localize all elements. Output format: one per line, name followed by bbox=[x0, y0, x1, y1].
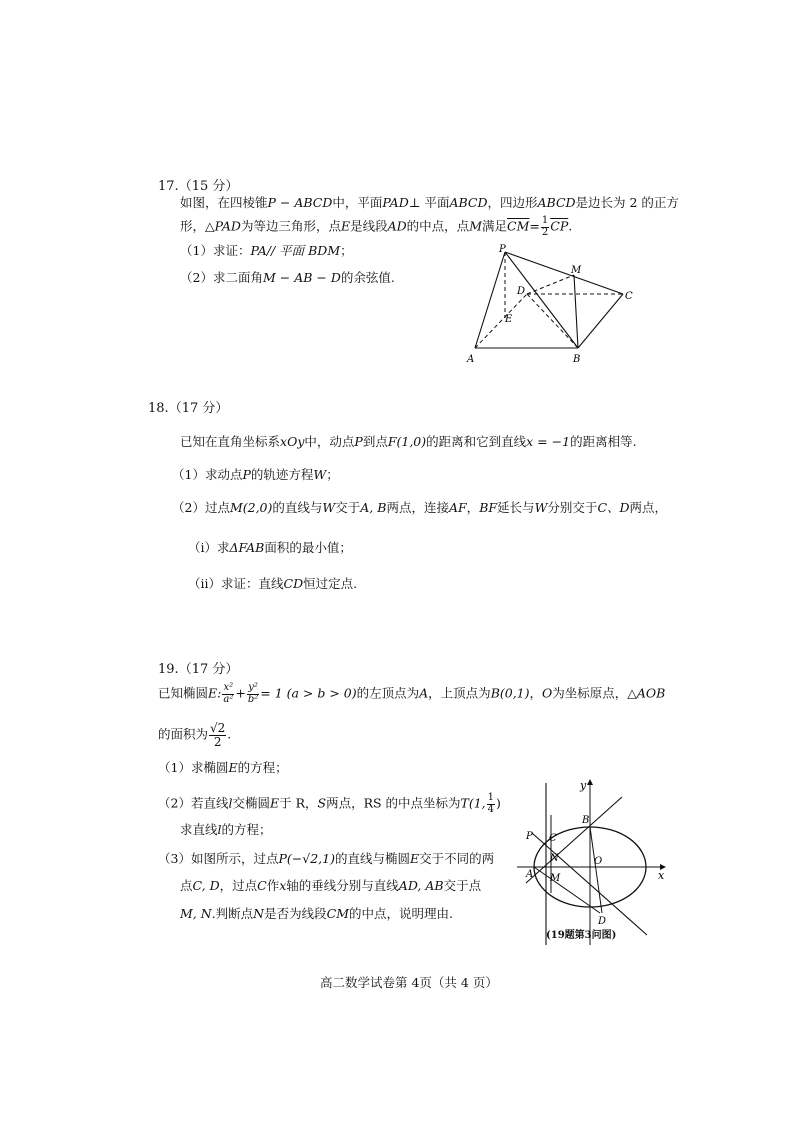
label-m: M bbox=[571, 265, 582, 276]
q18-math: xOy bbox=[280, 434, 305, 449]
q18-part1 bbox=[172, 469, 339, 482]
q18-text: 的距离相等. bbox=[570, 434, 637, 449]
q19-math: T(1, bbox=[460, 795, 486, 811]
q19-text: ， bbox=[529, 685, 543, 701]
q18-text: 两点， bbox=[629, 500, 668, 515]
q18-text: 分别交于 bbox=[547, 500, 598, 515]
q18-part2 bbox=[172, 502, 667, 515]
q19-area-den: 2 bbox=[213, 734, 222, 749]
q18-math: x = −1 bbox=[526, 434, 571, 449]
q19-part2-label: （2）若直线 bbox=[158, 795, 229, 811]
edge-bm bbox=[574, 275, 578, 348]
q17-text: ⊥ 平面 bbox=[408, 195, 450, 210]
q17-math: ABCD bbox=[537, 195, 576, 210]
q19-text: 两点，RS 的中点坐标为 bbox=[326, 795, 461, 811]
q18-math: W bbox=[322, 500, 336, 515]
q17-text: 为等边三角形，点 bbox=[240, 218, 341, 234]
q19-text: 轴的垂线分别与直线 bbox=[286, 878, 399, 893]
q18-math: F(1,0) bbox=[387, 434, 427, 449]
label-y: y bbox=[580, 779, 587, 792]
q19-t-fraction bbox=[487, 793, 495, 815]
q18-text: 到点 bbox=[362, 434, 388, 449]
q18-text: 已知在直角坐标系 bbox=[180, 434, 281, 449]
q19-figure-caption: (19题第3问图) bbox=[546, 930, 617, 941]
q19-text: ) bbox=[496, 795, 501, 811]
q18-math: P bbox=[242, 467, 251, 482]
q18-text: 恒过定点. bbox=[303, 576, 358, 591]
q18-text: 延长与 bbox=[497, 500, 535, 515]
label-a: A bbox=[526, 869, 534, 880]
label-b: B bbox=[573, 354, 581, 365]
q18-sub2-label: （ⅱ）求证：直线 bbox=[188, 576, 284, 591]
q19-text: 为坐标原点， bbox=[552, 685, 628, 701]
q19-text: 的直线与椭圆 bbox=[334, 851, 410, 866]
q19-area-fraction bbox=[209, 722, 226, 748]
q19-math: E: bbox=[208, 685, 222, 701]
q18-math: C、D bbox=[597, 500, 630, 515]
q19-math: AD, AB bbox=[398, 878, 444, 893]
label-d: D bbox=[517, 286, 526, 297]
q19-math: = 1 (a > b > 0) bbox=[260, 685, 357, 701]
q17-vector-cm: $\overline{CM}$ bbox=[507, 218, 530, 234]
q19-text: + bbox=[235, 685, 246, 701]
q19-math: C, D bbox=[192, 878, 220, 893]
q19-part3 bbox=[158, 853, 494, 866]
line-bd bbox=[590, 827, 602, 913]
q17-math: PAD bbox=[382, 195, 409, 210]
q19-math: C bbox=[257, 878, 267, 893]
q17-math: M bbox=[469, 218, 482, 234]
q19-text: 交于不同的两 bbox=[419, 851, 495, 866]
q19-ellipse-figure bbox=[512, 775, 672, 950]
q19-area-num: √2 bbox=[210, 721, 226, 735]
q19-frac-y bbox=[247, 683, 259, 705]
q18-part1-label: （1）求动点 bbox=[172, 467, 243, 482]
label-c: C bbox=[549, 833, 557, 844]
q19-number: 19. bbox=[158, 662, 179, 677]
q18-math: W bbox=[313, 467, 327, 482]
y-axis-arrow bbox=[587, 779, 593, 785]
q19-text: 的方程； bbox=[237, 760, 288, 775]
q19-text: 交椭圆 bbox=[232, 795, 270, 811]
q19-frac-y-num: y² bbox=[248, 682, 258, 693]
q18-text: 两点，连接 bbox=[386, 500, 449, 515]
q18-math: P bbox=[354, 434, 363, 449]
label-m: M bbox=[550, 873, 561, 884]
q18-math: AF bbox=[448, 500, 467, 515]
label-p: P bbox=[499, 244, 506, 255]
q18-sub1 bbox=[188, 542, 352, 555]
q17-pyramid-figure bbox=[455, 240, 645, 370]
q17-part2-label: （2）求二面角 bbox=[180, 270, 263, 285]
q17-part2 bbox=[180, 272, 395, 285]
q17-header bbox=[158, 180, 238, 193]
q17-math: AD bbox=[387, 218, 407, 234]
q19-t-num: 1 bbox=[487, 792, 495, 803]
q19-math: E bbox=[409, 851, 420, 866]
label-n: N bbox=[550, 853, 559, 864]
label-d: D bbox=[598, 916, 607, 927]
q17-math: △PAD bbox=[205, 218, 241, 234]
q19-part3-line3 bbox=[180, 908, 453, 921]
q17-text: 的余弦值. bbox=[340, 270, 395, 285]
label-a: A bbox=[467, 354, 475, 365]
q19-part1-label: （1）求椭圆 bbox=[158, 760, 229, 775]
q17-part2-math: M − AB − D bbox=[262, 270, 341, 285]
q18-text: ， bbox=[466, 500, 480, 515]
q17-text: 是边长为 2 的正方 bbox=[575, 195, 679, 210]
q19-text: 点 bbox=[180, 878, 193, 893]
q17-fraction bbox=[541, 216, 549, 238]
q18-text: ； bbox=[326, 467, 339, 482]
q19-part3-line2 bbox=[180, 880, 481, 893]
q19-frac-x-den: a² bbox=[223, 693, 234, 705]
q17-text: 满足 bbox=[482, 218, 508, 234]
q18-math: ΔFAB bbox=[229, 540, 265, 555]
q19-part2 bbox=[158, 793, 501, 815]
q19-t-den: 4 bbox=[487, 803, 495, 815]
q18-math: M(2,0) bbox=[229, 500, 273, 515]
q17-text: 的中点，点 bbox=[406, 218, 470, 234]
page-footer: 高二数学试卷第 4页（共 4 页） bbox=[320, 975, 498, 990]
q19-math: S bbox=[317, 795, 327, 811]
q17-math: ABCD bbox=[449, 195, 488, 210]
q19-part1 bbox=[158, 762, 288, 775]
q17-text: 中，平面 bbox=[332, 195, 383, 210]
q18-text: 的距离和它到直线 bbox=[426, 434, 527, 449]
q17-part1 bbox=[180, 245, 353, 258]
q18-sub1-label: （ⅰ）求 bbox=[188, 540, 230, 555]
q19-text: 已知椭圆 bbox=[158, 685, 209, 701]
edge-pa bbox=[475, 252, 505, 348]
q19-math: O bbox=[542, 685, 553, 701]
q17-text: = bbox=[529, 218, 540, 234]
q17-text: . bbox=[568, 218, 573, 234]
q18-math: A, B bbox=[360, 500, 387, 515]
q18-points: （17 分） bbox=[168, 401, 229, 416]
q17-text: 如图，在四棱锥 bbox=[180, 195, 268, 210]
q19-text: 的面积为 bbox=[158, 726, 209, 742]
label-x: x bbox=[658, 869, 665, 882]
q19-math: △AOB bbox=[627, 685, 666, 701]
q18-math: BF bbox=[479, 500, 498, 515]
q17-number: 17. bbox=[158, 179, 179, 194]
label-o: O bbox=[594, 856, 603, 867]
q17-math: P − ABCD bbox=[267, 195, 333, 210]
q17-frac-num: 1 bbox=[541, 215, 549, 226]
q18-text: 面积的最小值； bbox=[264, 540, 352, 555]
q19-math: M, N bbox=[180, 906, 212, 921]
q19-text: ，上顶点为 bbox=[428, 685, 491, 701]
q19-text: 的中点，说明理由. bbox=[349, 906, 453, 921]
label-p: P bbox=[526, 831, 533, 842]
q17-part1-label: （1）求证： bbox=[180, 243, 251, 258]
q19-math: CM bbox=[326, 906, 349, 921]
q19-part2-line2 bbox=[180, 824, 272, 837]
q19-text: .判断点 bbox=[211, 906, 254, 921]
edge-bc bbox=[578, 294, 623, 348]
edge-dm-hidden bbox=[527, 275, 574, 294]
q18-text: 的直线与 bbox=[272, 500, 323, 515]
q18-math: W bbox=[534, 500, 548, 515]
edge-db-hidden bbox=[527, 294, 578, 348]
q19-text: 交于点 bbox=[443, 878, 482, 893]
q19-text: ，过点 bbox=[219, 878, 258, 893]
q18-number: 18. bbox=[148, 401, 169, 416]
label-c: C bbox=[625, 291, 633, 302]
q19-math: B(0,1) bbox=[490, 685, 530, 701]
q18-text: 交于 bbox=[335, 500, 361, 515]
q17-points: （15 分） bbox=[178, 179, 239, 194]
q17-text: 是线段 bbox=[350, 218, 388, 234]
q18-intro bbox=[180, 436, 637, 449]
q17-vector-cp: $\overline{CP}$ bbox=[550, 218, 569, 234]
q18-math: CD bbox=[283, 576, 304, 591]
q19-math: E bbox=[269, 795, 280, 811]
q17-text: 形， bbox=[180, 218, 206, 234]
q19-text: 于 R， bbox=[279, 795, 318, 811]
q19-text: 求直线 bbox=[180, 822, 218, 837]
q17-line1 bbox=[180, 197, 679, 210]
q17-part1-math: PA// 平面 BDM bbox=[250, 243, 341, 258]
q17-math: E bbox=[340, 218, 351, 234]
label-e: E bbox=[505, 314, 513, 325]
q17-frac-den: 2 bbox=[541, 226, 549, 238]
q19-math: E bbox=[228, 760, 238, 775]
q19-math: x bbox=[279, 878, 287, 893]
q19-text: 的左顶点为 bbox=[356, 685, 420, 701]
q19-intro bbox=[158, 683, 665, 705]
q19-header bbox=[158, 663, 238, 676]
q19-math: N bbox=[253, 906, 265, 921]
q19-text: 是否为线段 bbox=[264, 906, 327, 921]
q17-line2 bbox=[180, 216, 572, 238]
q19-frac-x bbox=[222, 683, 234, 705]
q18-sub2 bbox=[188, 578, 357, 591]
label-b: B bbox=[582, 815, 590, 826]
q19-text: . bbox=[227, 726, 232, 742]
q19-math: l bbox=[228, 795, 233, 811]
q19-frac-x-num: x² bbox=[223, 682, 234, 693]
q18-text: 的轨迹方程 bbox=[250, 467, 314, 482]
q19-points: （17 分） bbox=[178, 662, 239, 677]
q19-math: A bbox=[419, 685, 429, 701]
q17-text: ，四边形 bbox=[487, 195, 538, 210]
q19-part3-label: （3）如图所示，过点 bbox=[158, 851, 279, 866]
q19-frac-y-den: b² bbox=[247, 693, 259, 705]
edge-ad-hidden bbox=[475, 294, 527, 348]
q18-header bbox=[148, 402, 228, 415]
q19-math: l bbox=[217, 822, 222, 837]
q17-text: ； bbox=[340, 243, 353, 258]
q19-line2 bbox=[158, 722, 231, 748]
q19-text: 的方程； bbox=[221, 822, 272, 837]
edge-pb bbox=[505, 252, 578, 348]
q19-math: P(−√2,1) bbox=[278, 851, 335, 866]
q19-text: 作 bbox=[266, 878, 280, 893]
q18-part2-label: （2）过点 bbox=[172, 500, 230, 515]
q18-text: 中，动点 bbox=[304, 434, 355, 449]
